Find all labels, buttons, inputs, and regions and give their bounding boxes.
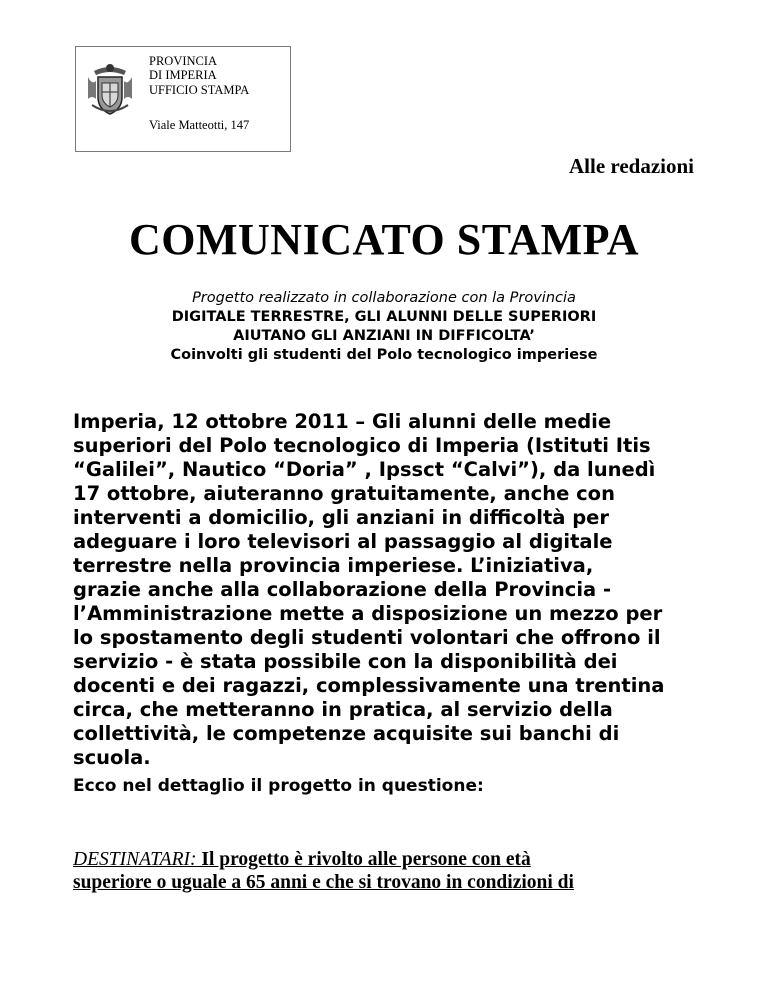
headline-line1: DIGITALE TERRESTRE, GLI ALUNNI DELLE SUPERIORI — [171, 309, 597, 325]
headline-line2: AIUTANO GLI ANZIANI IN DIFFICOLTA’ — [233, 328, 535, 344]
body-line: “Galilei”, Nautico “Doria” , Ipssct “Calvi”), da lunedì — [73, 458, 656, 481]
document-title: COMUNICATO STAMPA — [128, 215, 639, 264]
body-line: superiori del Polo tecnologico di Imperia (Istituti Itis — [73, 434, 651, 457]
body-line: terrestre nella provincia imperiese. L’iniziativa, — [73, 554, 594, 577]
body-line: circa, che metteranno in pratica, al servizio della — [73, 698, 613, 721]
coat-of-arms-icon — [86, 61, 134, 117]
body-line: collettività, le competenze acquisite sui banchi di — [73, 722, 620, 745]
body-line: adeguare i loro televisori al passaggio al digitale — [73, 530, 613, 553]
destinatari-label: DESTINATARI: — [73, 849, 197, 870]
recipient-line: Alle redazioni — [568, 154, 694, 178]
destinatari-line2: superiore o uguale a 65 anni e che si trovano in condizioni di — [73, 872, 574, 893]
office-address: Viale Matteotti, 147 — [149, 118, 250, 132]
destinatari-line1 — [73, 849, 531, 871]
subhead: Coinvolti gli studenti del Polo tecnologico imperiese — [170, 347, 598, 363]
body-line: lo spostamento degli studenti volontari che offrono il — [73, 626, 661, 649]
province-name-line2: DI IMPERIA — [149, 68, 217, 82]
body-line: scuola. — [73, 746, 151, 769]
body-line: 17 ottobre, aiuteranno gratuitamente, anche con — [73, 482, 615, 505]
kicker: Progetto realizzato in collaborazione con la Provincia — [192, 290, 576, 306]
destinatari-text: Il progetto è rivolto alle persone con età — [196, 849, 531, 870]
body-line: grazie anche alla collaborazione della Provincia - — [73, 578, 612, 601]
body-line: l’Amministrazione mette a disposizione un mezzo per — [73, 602, 663, 625]
detail-heading: Ecco nel dettaglio il progetto in questione: — [73, 776, 484, 796]
body-line: servizio - è stata possibile con la disponibilità dei — [73, 650, 618, 673]
press-office-label: UFFICIO STAMPA — [149, 83, 250, 97]
body-line: docenti e dei ragazzi, complessivamente una trentina — [73, 674, 665, 697]
province-name-line1: PROVINCIA — [149, 54, 218, 68]
body-line: interventi a domicilio, gli anziani in difficoltà per — [73, 506, 610, 529]
body-line: Imperia, 12 ottobre 2011 – Gli alunni delle medie — [73, 410, 612, 433]
press-office-header — [75, 46, 291, 152]
